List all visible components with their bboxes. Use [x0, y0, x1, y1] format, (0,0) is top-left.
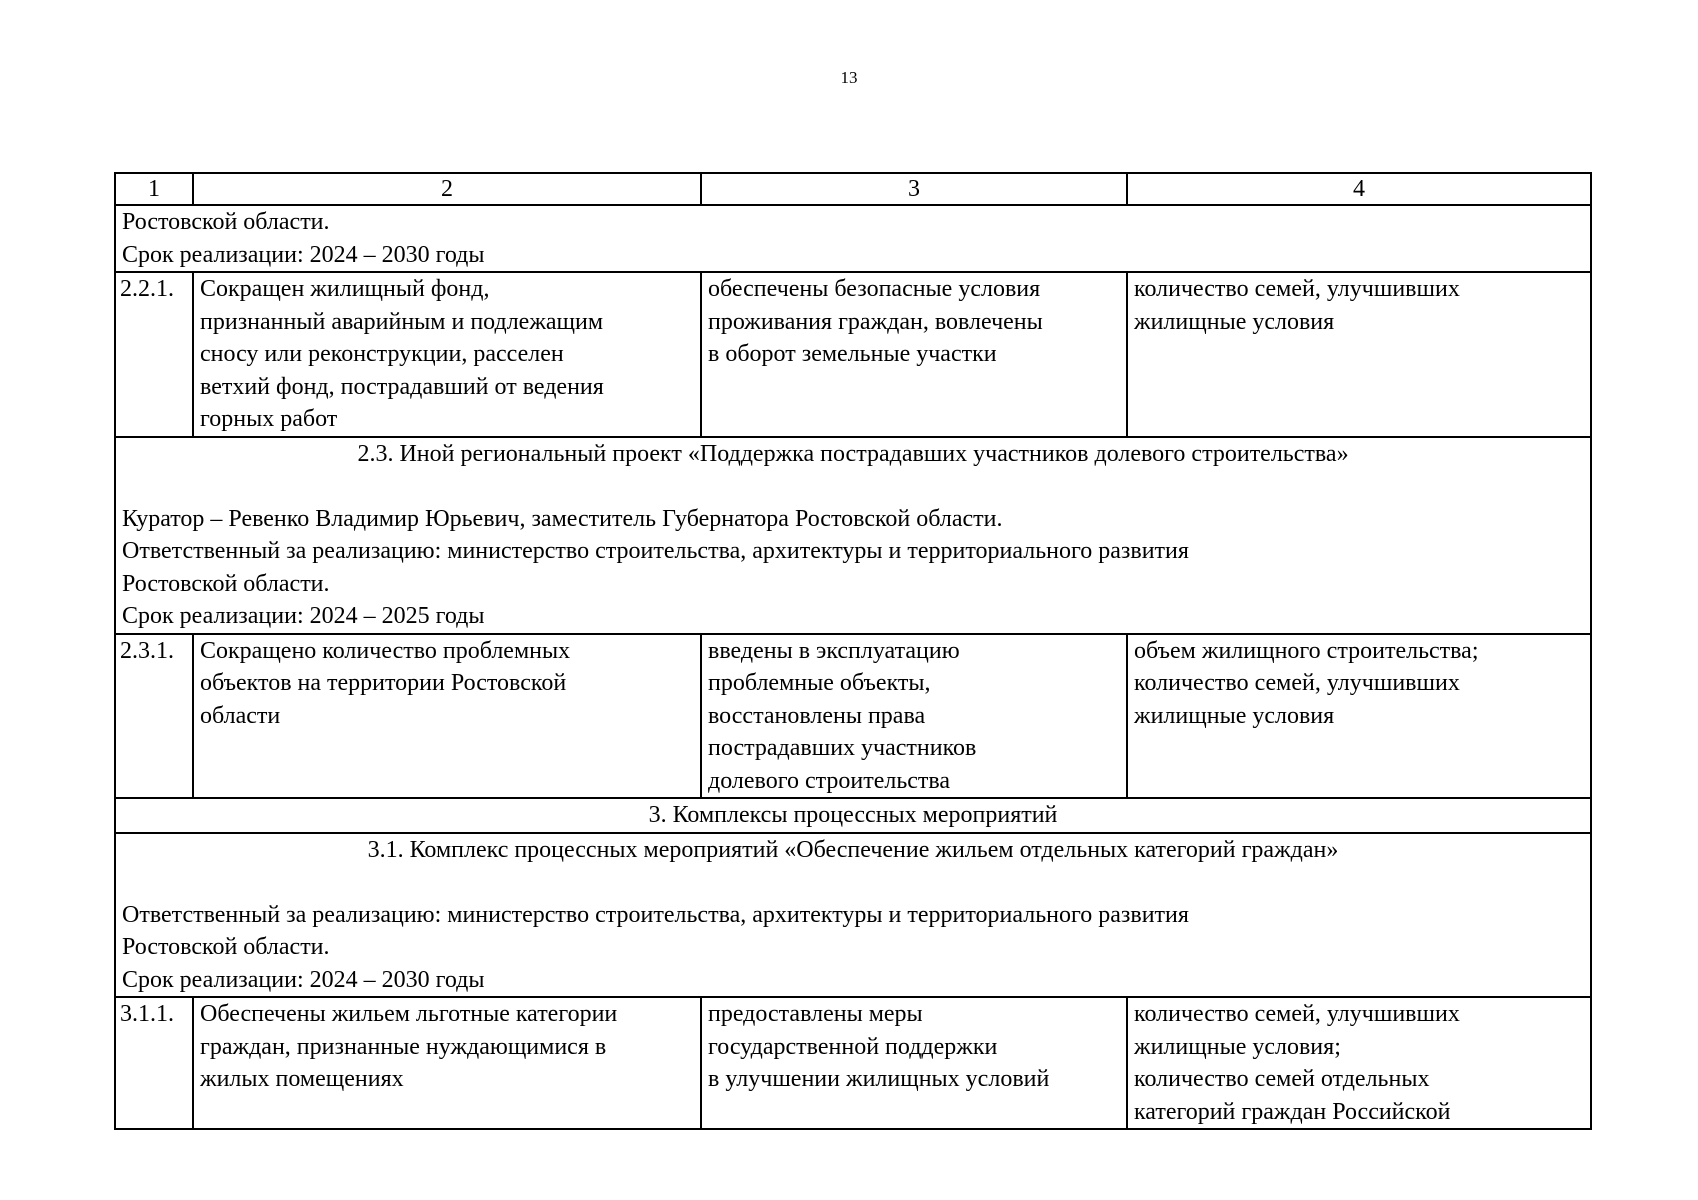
text-line: проживания граждан, вовлечены: [708, 308, 1043, 335]
header-cell-4: 4: [1127, 173, 1591, 205]
section-2-2-tail-row: [115, 205, 1591, 272]
text-line: горных работ: [200, 406, 338, 432]
text-line: Сокращен жилищный фонд,: [200, 276, 490, 302]
text-line: проблемные объекты,: [708, 670, 931, 696]
text-line: количество семей, улучшивших: [1134, 670, 1460, 696]
effect-cell: [701, 272, 1127, 437]
text-line: предоставлены меры: [708, 1001, 923, 1027]
text-line: пострадавших участников: [708, 735, 977, 761]
info-line: Ростовской области.: [122, 209, 330, 235]
section-2-3-info: [115, 437, 1591, 634]
page-number: 13: [840, 68, 858, 87]
effect-cell: [701, 997, 1127, 1129]
section-title: 3.1. Комплекс процессных мероприятий «Обеспечение жильем отдельных категорий граждан»: [367, 836, 1339, 863]
text-line: сносу или реконструкции, расселен: [200, 341, 564, 367]
section-3-row: [115, 798, 1591, 833]
row-number: 2.3.1.: [115, 634, 193, 799]
indicator-cell: [1127, 634, 1591, 799]
table-row-2-2-1: [115, 272, 1591, 437]
text-line: количество семей отдельных: [1134, 1066, 1430, 1092]
indicator-cell: [1127, 272, 1591, 437]
text-line: Сокращено количество проблемных: [200, 637, 571, 664]
text-line: категорий граждан Российской: [1134, 1098, 1451, 1125]
info-line: Ростовской области.: [122, 570, 330, 597]
table-header-row: [115, 173, 1591, 205]
row-number: 3.1.1.: [115, 997, 193, 1129]
text-line: восстановлены права: [708, 702, 926, 729]
header-cell-3: 3: [701, 173, 1127, 205]
info-line: Ростовской области.: [122, 934, 330, 960]
info-line: Срок реализации: 2024 – 2030 годы: [122, 241, 485, 268]
text-line: жилищные условия: [1134, 702, 1335, 729]
task-cell: [193, 634, 701, 799]
info-line: Срок реализации: 2024 – 2030 годы: [122, 966, 485, 993]
text-line: жилищные условия;: [1134, 1033, 1341, 1060]
results-table: [114, 172, 1592, 1130]
text-line: государственной поддержки: [708, 1033, 998, 1060]
table-row-3-1-1: [115, 997, 1591, 1129]
text-line: в оборот земельные участки: [708, 341, 997, 367]
info-line: Куратор – Ревенко Владимир Юрьевич, заместитель Губернатора Ростовской области.: [122, 505, 1003, 532]
text-line: количество семей, улучшивших: [1134, 1001, 1460, 1027]
text-line: области: [200, 702, 281, 729]
text-line: ветхий фонд, пострадавший от ведения: [200, 373, 604, 400]
text-line: объем жилищного строительства;: [1134, 637, 1479, 664]
effect-cell: [701, 634, 1127, 799]
section-title: 2.3. Иной региональный проект «Поддержка пострадавших участников долевого строительства»: [357, 440, 1349, 467]
section-2-3-row: [115, 437, 1591, 634]
info-line: Ответственный за реализацию: министерство строительства, архитектуры и территориального развития: [122, 538, 1189, 564]
section-3-title: 3. Комплексы процессных мероприятий: [115, 798, 1591, 833]
text-line: объектов на территории Ростовской: [200, 670, 567, 696]
text-line: в улучшении жилищных условий: [708, 1066, 1050, 1092]
row-number: 2.2.1.: [115, 272, 193, 437]
text-line: введены в эксплуатацию: [708, 637, 960, 664]
text-line: граждан, признанные нуждающимися в: [200, 1033, 607, 1060]
section-2-2-info: [115, 205, 1591, 272]
text-line: признанный аварийным и подлежащим: [200, 308, 604, 335]
header-cell-1: 1: [115, 173, 193, 205]
indicator-cell: [1127, 997, 1591, 1129]
task-cell: [193, 272, 701, 437]
task-cell: [193, 997, 701, 1129]
text-line: жилых помещениях: [200, 1066, 404, 1092]
spacer: [122, 866, 1584, 899]
text-line: долевого строительства: [708, 767, 951, 794]
header-cell-2: 2: [193, 173, 701, 205]
text-line: Обеспечены жильем льготные категории: [200, 1001, 618, 1027]
section-3-1-row: [115, 833, 1591, 998]
section-3-1-info: [115, 833, 1591, 998]
text-line: количество семей, улучшивших: [1134, 276, 1460, 302]
text-line: жилищные условия: [1134, 308, 1335, 335]
spacer: [122, 470, 1584, 503]
table-row-2-3-1: [115, 634, 1591, 799]
info-line: Срок реализации: 2024 – 2025 годы: [122, 603, 485, 629]
info-line: Ответственный за реализацию: министерство строительства, архитектуры и территориального развития: [122, 901, 1189, 928]
text-line: обеспечены безопасные условия: [708, 276, 1041, 302]
